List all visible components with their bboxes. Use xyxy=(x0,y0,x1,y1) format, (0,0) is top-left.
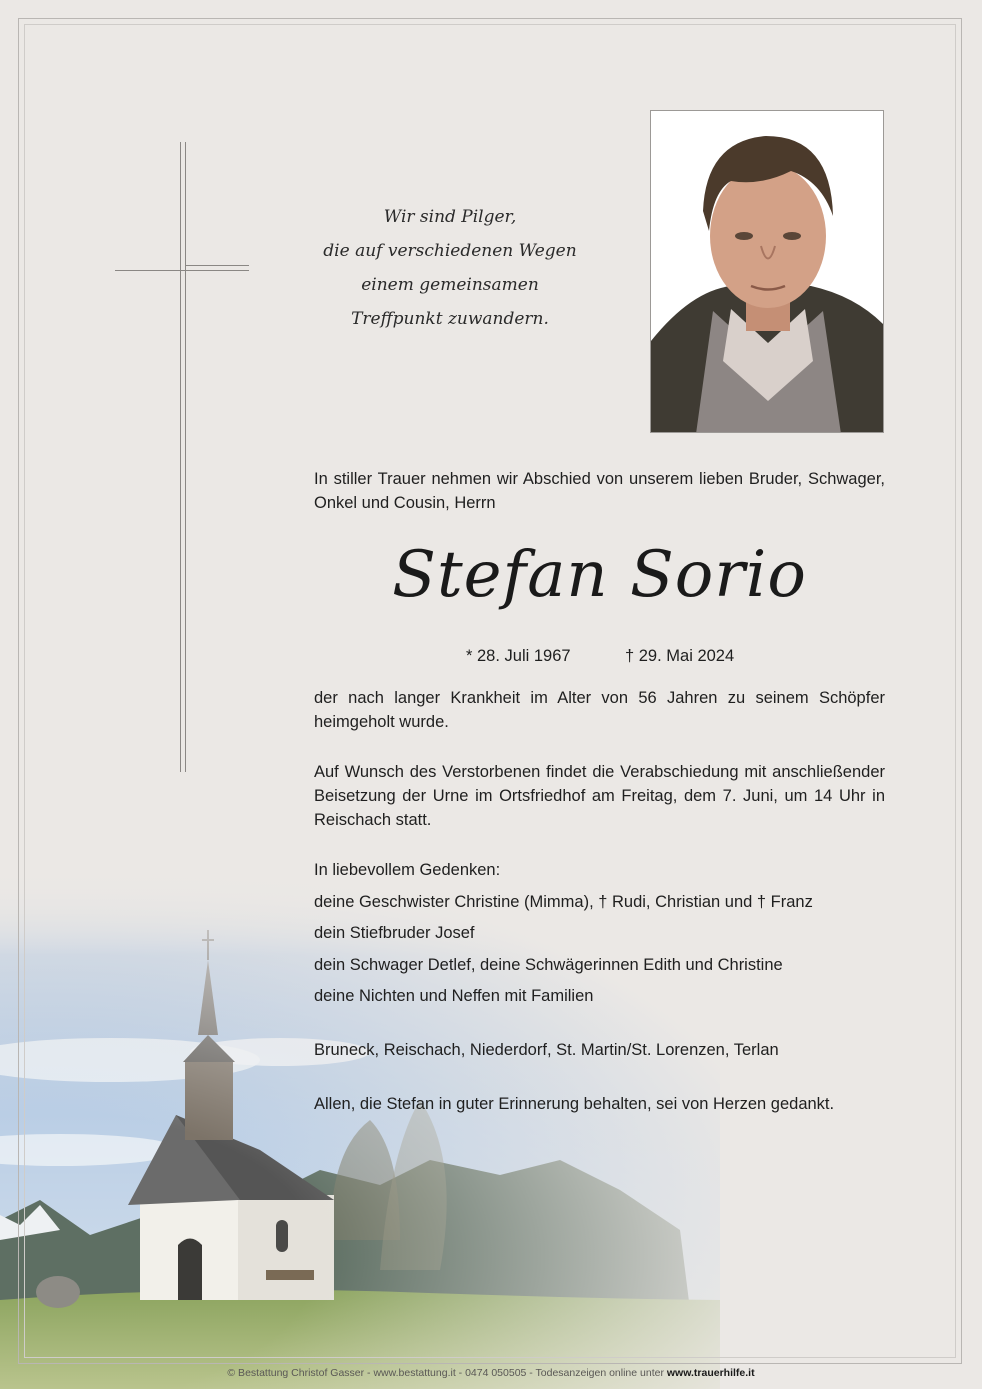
mourner-line: deine Nichten und Neffen mit Familien xyxy=(314,987,594,1005)
birth-date: * 28. Juli 1967 xyxy=(466,647,571,665)
deceased-name: Stefan Sorio xyxy=(392,538,807,612)
footer-website-link[interactable]: www.trauerhilfe.it xyxy=(666,1367,755,1379)
mourner-line: dein Stiefbruder Josef xyxy=(314,924,475,942)
poem-line: Wir sind Pilger, xyxy=(383,207,517,227)
mourners-list xyxy=(314,855,885,1013)
footer-text: © Bestattung Christof Gasser - www.bestattung.it - 0474 050505 - Todesanzeigen online unter xyxy=(227,1367,667,1379)
footer xyxy=(0,1366,982,1380)
thanks-text: Allen, die Stefan in guter Erinnerung behalten, sei von Herzen gedankt. xyxy=(314,1095,835,1113)
mourners-heading: In liebevollem Gedenken: xyxy=(314,861,501,879)
intro-text: In stiller Trauer nehmen wir Abschied von unserem lieben Bruder, Schwager, Onkel und Cousin, Herrn xyxy=(314,470,885,512)
portrait-photo xyxy=(650,110,884,433)
poem-line: Treffpunkt zuwandern. xyxy=(351,309,549,329)
poem xyxy=(300,200,600,336)
passing-text: der nach langer Krankheit im Alter von 56 Jahren zu seinem Schöpfer heimgeholt wurde. xyxy=(314,689,885,731)
mourner-line: deine Geschwister Christine (Mimma), † Rudi, Christian und † Franz xyxy=(314,892,813,911)
poem-line: einem gemeinsamen xyxy=(361,275,539,295)
places-text: Bruneck, Reischach, Niederdorf, St. Martin/St. Lorenzen, Terlan xyxy=(314,1041,779,1059)
mourner-line: dein Schwager Detlef, deine Schwägerinnen Edith und Christine xyxy=(314,955,783,974)
poem-line: die auf verschiedenen Wegen xyxy=(323,241,577,261)
funeral-text: Auf Wunsch des Verstorbenen findet die Verabschiedung mit anschließender Beisetzung der Urne im Ortsfriedhof am Freitag, dem 7. Juni, um 14 Uhr in Reischach statt. xyxy=(314,763,885,829)
death-date: † 29. Mai 2024 xyxy=(625,647,735,665)
